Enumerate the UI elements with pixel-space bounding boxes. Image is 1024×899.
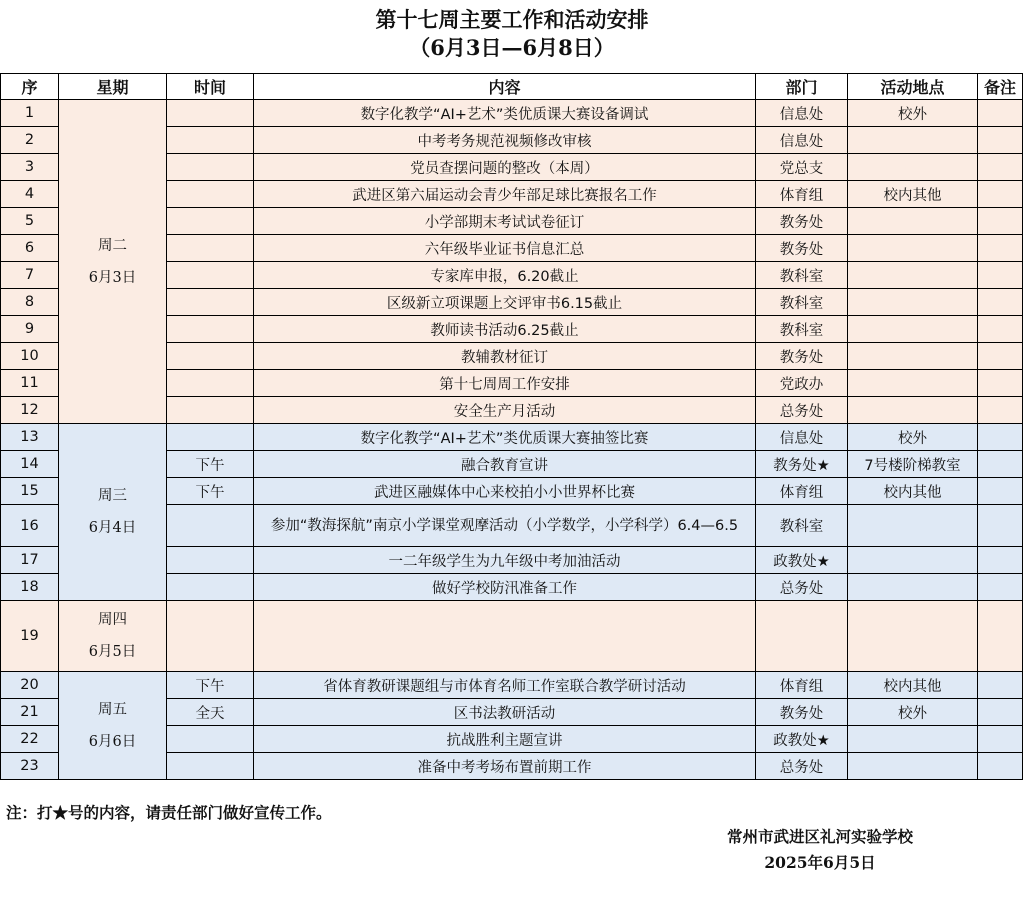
row-place	[848, 601, 978, 672]
document-title-block	[0, 6, 1024, 62]
row-dept: 教科室	[756, 289, 848, 316]
row-dept: 教务处	[756, 343, 848, 370]
row-remark	[978, 726, 1023, 753]
row-content: 小学部期末考试试卷征订	[254, 208, 756, 235]
row-time	[167, 753, 254, 780]
row-content: 区级新立项课题上交评审书6.15截止	[254, 289, 756, 316]
row-place: 校内其他	[848, 181, 978, 208]
row-remark	[978, 672, 1023, 699]
row-time	[167, 505, 254, 547]
row-seq: 23	[1, 753, 59, 780]
weekday-date: 6月6日	[88, 733, 137, 750]
row-content: 第十七周周工作安排	[254, 370, 756, 397]
row-dept: 党总支	[756, 154, 848, 181]
row-content: 六年级毕业证书信息汇总	[254, 235, 756, 262]
table-row	[1, 672, 1023, 699]
row-place	[848, 289, 978, 316]
row-content: 准备中考考场布置前期工作	[254, 753, 756, 780]
row-seq: 6	[1, 235, 59, 262]
row-content: 一二年级学生为九年级中考加油活动	[254, 547, 756, 574]
weekday-label: 周四	[98, 612, 127, 628]
row-content	[254, 601, 756, 672]
row-time	[167, 127, 254, 154]
row-remark	[978, 397, 1023, 424]
row-place: 校外	[848, 699, 978, 726]
row-seq: 2	[1, 127, 59, 154]
row-seq: 1	[1, 100, 59, 127]
row-dept: 政教处★	[756, 547, 848, 574]
header-dept: 部门	[756, 74, 848, 100]
header-content: 内容	[254, 74, 756, 100]
row-place	[848, 154, 978, 181]
row-content: 做好学校防汛准备工作	[254, 574, 756, 601]
schedule-table	[0, 73, 1023, 780]
row-dept: 教科室	[756, 505, 848, 547]
row-dept: 体育组	[756, 672, 848, 699]
row-remark	[978, 753, 1023, 780]
row-remark	[978, 316, 1023, 343]
row-place	[848, 574, 978, 601]
row-dept: 政教处★	[756, 726, 848, 753]
row-content: 中考考务规范视频修改审核	[254, 127, 756, 154]
row-time	[167, 181, 254, 208]
row-dept: 教务处	[756, 208, 848, 235]
weekday-cell	[59, 100, 167, 424]
row-place	[848, 343, 978, 370]
row-remark	[978, 505, 1023, 547]
row-place	[848, 753, 978, 780]
row-place	[848, 547, 978, 574]
row-seq: 15	[1, 478, 59, 505]
row-place	[848, 208, 978, 235]
weekday-label: 周三	[98, 488, 127, 504]
row-content: 党员查摆问题的整改（本周）	[254, 154, 756, 181]
header-weekday: 星期	[59, 74, 167, 100]
weekday-label: 周二	[98, 237, 127, 254]
weekday-cell	[59, 601, 167, 672]
row-seq: 11	[1, 370, 59, 397]
row-remark	[978, 574, 1023, 601]
weekday-cell	[59, 424, 167, 601]
row-time	[167, 316, 254, 343]
row-remark	[978, 547, 1023, 574]
row-content: 抗战胜利主题宣讲	[254, 726, 756, 753]
row-place	[848, 316, 978, 343]
row-content: 数字化教学“AI+艺术”类优质课大赛抽签比赛	[254, 424, 756, 451]
row-dept: 教务处★	[756, 451, 848, 478]
row-remark	[978, 127, 1023, 154]
row-seq: 18	[1, 574, 59, 601]
row-content: 融合教育宣讲	[254, 451, 756, 478]
row-remark	[978, 208, 1023, 235]
row-dept	[756, 601, 848, 672]
header-place: 活动地点	[848, 74, 978, 100]
row-seq: 14	[1, 451, 59, 478]
weekday-date: 6月3日	[88, 269, 137, 286]
row-dept: 体育组	[756, 478, 848, 505]
row-time: 全天	[167, 699, 254, 726]
row-remark	[978, 262, 1023, 289]
row-time	[167, 574, 254, 601]
table-row	[1, 100, 1023, 127]
row-seq: 20	[1, 672, 59, 699]
row-time	[167, 289, 254, 316]
row-seq: 13	[1, 424, 59, 451]
row-content: 教辅教材征订	[254, 343, 756, 370]
row-place	[848, 370, 978, 397]
weekday-date: 6月4日	[88, 520, 137, 536]
row-content: 教师读书活动6.25截止	[254, 316, 756, 343]
row-remark	[978, 601, 1023, 672]
row-remark	[978, 343, 1023, 370]
row-place: 校内其他	[848, 672, 978, 699]
row-content: 省体育教研课题组与市体育名师工作室联合教学研讨活动	[254, 672, 756, 699]
row-seq: 16	[1, 505, 59, 547]
row-place	[848, 726, 978, 753]
table-row	[1, 424, 1023, 451]
row-seq: 19	[1, 601, 59, 672]
signature-block	[700, 824, 940, 876]
row-time	[167, 100, 254, 127]
row-seq: 3	[1, 154, 59, 181]
row-dept: 体育组	[756, 181, 848, 208]
row-remark	[978, 181, 1023, 208]
row-dept: 总务处	[756, 574, 848, 601]
row-dept: 教科室	[756, 262, 848, 289]
row-place: 7号楼阶梯教室	[848, 451, 978, 478]
table-row	[1, 601, 1023, 672]
row-dept: 教科室	[756, 316, 848, 343]
row-remark	[978, 235, 1023, 262]
weekday-label: 周五	[98, 701, 127, 718]
row-dept: 总务处	[756, 397, 848, 424]
row-content: 参加“教海探航”南京小学课堂观摩活动（小学数学，小学科学）6.4—6.5	[254, 505, 756, 547]
page-title: 第十七周主要工作和活动安排	[375, 7, 649, 32]
row-content: 安全生产月活动	[254, 397, 756, 424]
row-dept: 信息处	[756, 127, 848, 154]
row-remark	[978, 370, 1023, 397]
row-time	[167, 343, 254, 370]
row-time	[167, 601, 254, 672]
row-content: 区书法教研活动	[254, 699, 756, 726]
row-dept: 信息处	[756, 100, 848, 127]
weekday-cell	[59, 672, 167, 780]
page-subtitle: （6月3日—6月8日）	[409, 35, 615, 60]
row-remark	[978, 154, 1023, 181]
footnote: 注：打★号的内容，请责任部门做好宣传工作。	[6, 803, 332, 822]
table-body	[1, 100, 1023, 780]
row-seq: 22	[1, 726, 59, 753]
row-seq: 8	[1, 289, 59, 316]
row-dept: 信息处	[756, 424, 848, 451]
row-seq: 21	[1, 699, 59, 726]
row-content: 武进区融媒体中心来校拍小小世界杯比赛	[254, 478, 756, 505]
row-time	[167, 370, 254, 397]
row-place	[848, 235, 978, 262]
row-content: 专家库申报，6.20截止	[254, 262, 756, 289]
row-seq: 17	[1, 547, 59, 574]
row-time: 下午	[167, 451, 254, 478]
row-place: 校外	[848, 424, 978, 451]
row-dept: 党政办	[756, 370, 848, 397]
row-place: 校内其他	[848, 478, 978, 505]
row-dept: 教务处	[756, 235, 848, 262]
row-time	[167, 547, 254, 574]
row-time	[167, 154, 254, 181]
weekday-date: 6月5日	[88, 644, 137, 660]
row-remark	[978, 289, 1023, 316]
row-remark	[978, 478, 1023, 505]
table-header-row	[1, 74, 1023, 100]
row-time	[167, 208, 254, 235]
row-dept: 总务处	[756, 753, 848, 780]
row-remark	[978, 424, 1023, 451]
row-content: 武进区第六届运动会青少年部足球比赛报名工作	[254, 181, 756, 208]
header-time: 时间	[167, 74, 254, 100]
row-place	[848, 505, 978, 547]
row-seq: 9	[1, 316, 59, 343]
row-remark	[978, 451, 1023, 478]
row-seq: 5	[1, 208, 59, 235]
row-time: 下午	[167, 672, 254, 699]
row-time	[167, 397, 254, 424]
row-time	[167, 726, 254, 753]
row-seq: 12	[1, 397, 59, 424]
row-seq: 10	[1, 343, 59, 370]
row-place	[848, 262, 978, 289]
row-time	[167, 424, 254, 451]
row-seq: 4	[1, 181, 59, 208]
row-seq: 7	[1, 262, 59, 289]
row-place	[848, 127, 978, 154]
school-name: 常州市武进区礼河实验学校	[726, 827, 913, 846]
row-time: 下午	[167, 478, 254, 505]
row-place: 校外	[848, 100, 978, 127]
row-remark	[978, 100, 1023, 127]
row-time	[167, 235, 254, 262]
row-time	[167, 262, 254, 289]
header-remark: 备注	[978, 74, 1023, 100]
row-content: 数字化教学“AI+艺术”类优质课大赛设备调试	[254, 100, 756, 127]
row-place	[848, 397, 978, 424]
signature-date: 2025年6月5日	[764, 853, 876, 872]
header-seq: 序	[1, 74, 59, 100]
row-dept: 教务处	[756, 699, 848, 726]
row-remark	[978, 699, 1023, 726]
